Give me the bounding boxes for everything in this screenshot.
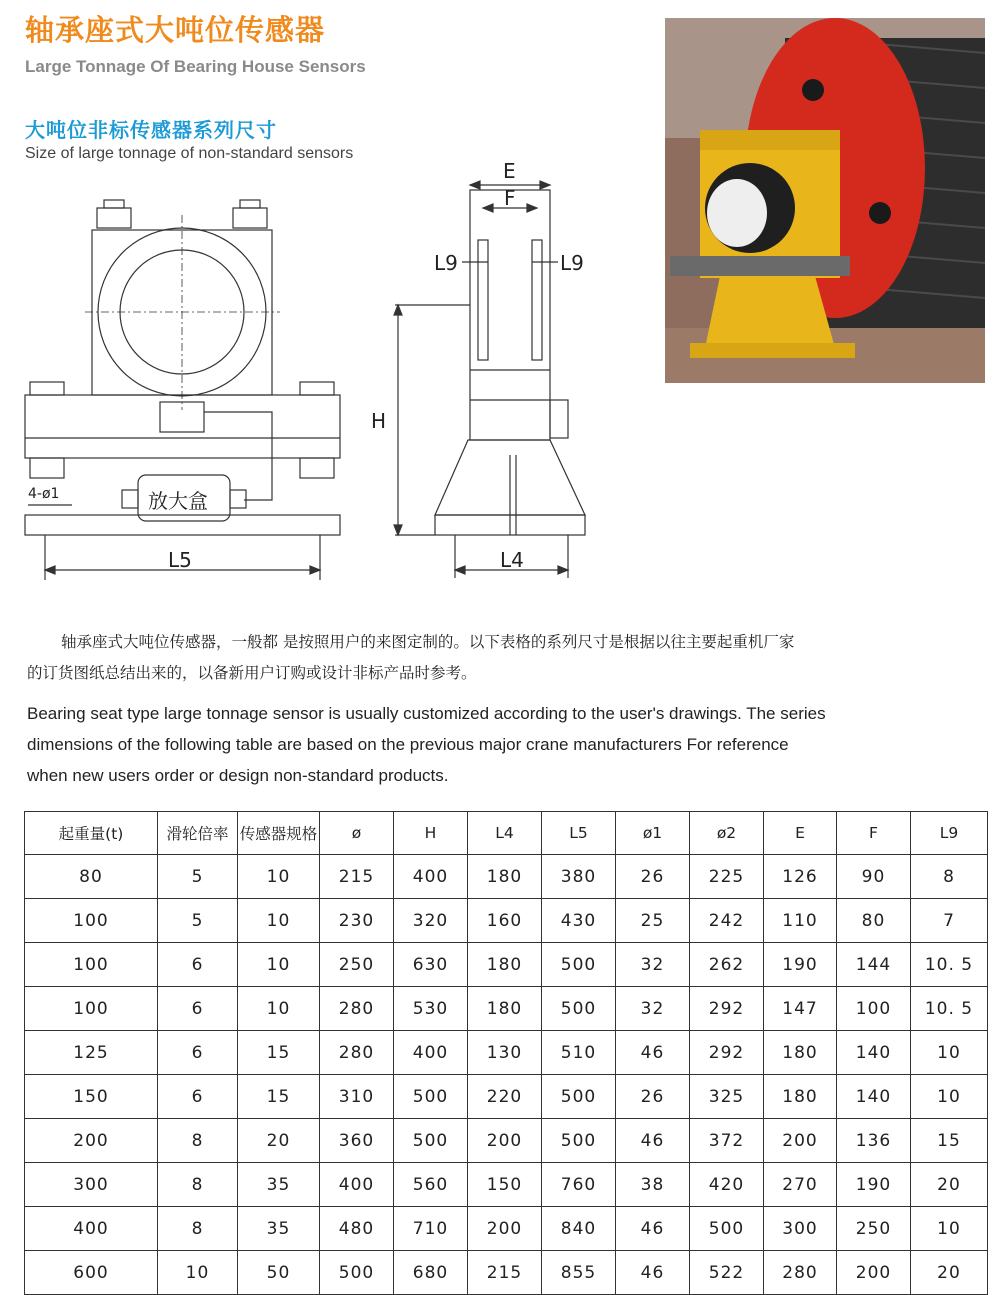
table-cell: 220 (468, 1075, 542, 1119)
intro-en-line1: Bearing seat type large tonnage sensor is usually customized according to the user's drawings. The series (27, 704, 826, 723)
table-row (25, 1031, 988, 1075)
column-header: F (837, 812, 911, 855)
table-cell: 200 (468, 1119, 542, 1163)
table-cell: 90 (837, 855, 911, 899)
table-cell: 400 (320, 1163, 394, 1207)
table-cell: 500 (320, 1251, 394, 1295)
column-header: L9 (911, 812, 988, 855)
table-cell: 180 (468, 855, 542, 899)
table-cell: 20 (238, 1119, 320, 1163)
table-cell: 8 (911, 855, 988, 899)
table-cell: 200 (837, 1251, 911, 1295)
table-cell: 400 (394, 1031, 468, 1075)
table-cell: 160 (468, 899, 542, 943)
table-cell: 130 (468, 1031, 542, 1075)
table-cell: 50 (238, 1251, 320, 1295)
table-cell: 6 (158, 987, 238, 1031)
table-cell: 500 (394, 1075, 468, 1119)
table-cell: 10 (238, 899, 320, 943)
table-row (25, 1163, 988, 1207)
dim-l5-label: L5 (168, 548, 192, 572)
table-cell: 10. 5 (911, 943, 988, 987)
table-cell: 20 (911, 1163, 988, 1207)
table-cell: 8 (158, 1207, 238, 1251)
table-cell: 230 (320, 899, 394, 943)
table-cell: 46 (616, 1207, 690, 1251)
table-row (25, 987, 988, 1031)
table-cell: 180 (764, 1031, 837, 1075)
table-cell: 15 (238, 1031, 320, 1075)
table-cell: 150 (25, 1075, 158, 1119)
product-photo (665, 18, 985, 383)
table-cell: 360 (320, 1119, 394, 1163)
table-cell: 510 (542, 1031, 616, 1075)
amp-box-label: 放大盒 (148, 489, 208, 513)
column-header: 传感器规格 (238, 812, 320, 855)
table-cell: 250 (320, 943, 394, 987)
table-cell: 680 (394, 1251, 468, 1295)
table-cell: 310 (320, 1075, 394, 1119)
table-cell: 430 (542, 899, 616, 943)
table-cell: 150 (468, 1163, 542, 1207)
table-cell: 125 (25, 1031, 158, 1075)
table-cell: 400 (394, 855, 468, 899)
column-header: E (764, 812, 837, 855)
table-cell: 15 (238, 1075, 320, 1119)
table-cell: 100 (25, 987, 158, 1031)
table-cell: 200 (468, 1207, 542, 1251)
table-cell: 400 (25, 1207, 158, 1251)
table-cell: 35 (238, 1207, 320, 1251)
table-cell: 80 (837, 899, 911, 943)
table-cell: 10 (911, 1031, 988, 1075)
table-cell: 500 (542, 987, 616, 1031)
table-cell: 80 (25, 855, 158, 899)
spec-table-body (25, 855, 988, 1295)
column-header: ø (320, 812, 394, 855)
table-cell: 292 (690, 987, 764, 1031)
dim-h-label: H (371, 409, 387, 433)
dim-f-label: F (504, 186, 516, 210)
table-cell: 8 (158, 1119, 238, 1163)
table-cell: 215 (468, 1251, 542, 1295)
table-cell: 140 (837, 1075, 911, 1119)
table-cell: 5 (158, 899, 238, 943)
table-cell: 20 (911, 1251, 988, 1295)
table-cell: 215 (320, 855, 394, 899)
table-cell: 270 (764, 1163, 837, 1207)
table-cell: 380 (542, 855, 616, 899)
section-title: 大吨位非标传感器系列尺寸 (25, 118, 277, 142)
table-cell: 38 (616, 1163, 690, 1207)
intro-cn-line2: 的订货图纸总结出来的，以备新用户订购或设计非标产品时参考。 (27, 664, 477, 682)
table-cell: 760 (542, 1163, 616, 1207)
table-cell: 262 (690, 943, 764, 987)
table-cell: 500 (542, 1119, 616, 1163)
column-header: L4 (468, 812, 542, 855)
table-cell: 280 (320, 987, 394, 1031)
table-cell: 8 (158, 1163, 238, 1207)
table-cell: 242 (690, 899, 764, 943)
table-cell: 530 (394, 987, 468, 1031)
table-cell: 100 (25, 943, 158, 987)
table-cell: 280 (320, 1031, 394, 1075)
table-cell: 560 (394, 1163, 468, 1207)
table-cell: 10 (911, 1075, 988, 1119)
table-cell: 200 (764, 1119, 837, 1163)
table-cell: 325 (690, 1075, 764, 1119)
column-header: H (394, 812, 468, 855)
table-cell: 10 (911, 1207, 988, 1251)
table-row (25, 943, 988, 987)
table-cell: 46 (616, 1251, 690, 1295)
table-cell: 372 (690, 1119, 764, 1163)
table-row (25, 899, 988, 943)
table-cell: 500 (394, 1119, 468, 1163)
dim-l9-left-label: L9 (434, 251, 458, 275)
page-title-en: Large Tonnage Of Bearing House Sensors (25, 57, 366, 76)
table-cell: 6 (158, 1031, 238, 1075)
table-cell: 10. 5 (911, 987, 988, 1031)
table-cell: 35 (238, 1163, 320, 1207)
table-cell: 292 (690, 1031, 764, 1075)
section-title-en: Size of large tonnage of non-standard sensors (25, 145, 354, 162)
table-cell: 140 (837, 1031, 911, 1075)
table-cell: 147 (764, 987, 837, 1031)
table-cell: 180 (468, 987, 542, 1031)
intro-en-line3: when new users order or design non-standard products. (27, 766, 449, 785)
dim-l4-label: L4 (500, 548, 524, 572)
table-cell: 840 (542, 1207, 616, 1251)
column-header: ø2 (690, 812, 764, 855)
table-cell: 32 (616, 987, 690, 1031)
table-cell: 46 (616, 1119, 690, 1163)
table-cell: 280 (764, 1251, 837, 1295)
table-cell: 15 (911, 1119, 988, 1163)
table-cell: 10 (238, 855, 320, 899)
table-cell: 26 (616, 855, 690, 899)
spec-table (24, 811, 988, 1295)
table-cell: 5 (158, 855, 238, 899)
table-cell: 6 (158, 943, 238, 987)
page-title: 轴承座式大吨位传感器 (25, 13, 326, 47)
column-header: 滑轮倍率 (158, 812, 238, 855)
table-cell: 225 (690, 855, 764, 899)
table-cell: 522 (690, 1251, 764, 1295)
table-cell: 500 (690, 1207, 764, 1251)
table-cell: 600 (25, 1251, 158, 1295)
column-header: ø1 (616, 812, 690, 855)
table-cell: 136 (837, 1119, 911, 1163)
table-row (25, 1119, 988, 1163)
table-cell: 100 (25, 899, 158, 943)
table-cell: 6 (158, 1075, 238, 1119)
intro-en-line2: dimensions of the following table are based on the previous major crane manufacturers For reference (27, 735, 789, 754)
table-cell: 320 (394, 899, 468, 943)
hole-label: 4-ø1 (28, 486, 60, 502)
table-cell: 32 (616, 943, 690, 987)
dim-l9-right-label: L9 (560, 251, 584, 275)
intro-cn-line1: 轴承座式大吨位传感器，一般都 是按照用户的来图定制的。以下表格的系列尺寸是根据以往主要起重机厂家 (61, 633, 795, 651)
table-cell: 200 (25, 1119, 158, 1163)
table-cell: 144 (837, 943, 911, 987)
spec-table-header (25, 812, 988, 855)
table-row (25, 1207, 988, 1251)
intro-english (27, 698, 947, 791)
table-cell: 110 (764, 899, 837, 943)
table-cell: 180 (468, 943, 542, 987)
table-cell: 46 (616, 1031, 690, 1075)
table-cell: 250 (837, 1207, 911, 1251)
table-cell: 7 (911, 899, 988, 943)
table-cell: 500 (542, 1075, 616, 1119)
table-cell: 190 (764, 943, 837, 987)
table-cell: 420 (690, 1163, 764, 1207)
table-cell: 300 (25, 1163, 158, 1207)
table-cell: 500 (542, 943, 616, 987)
table-cell: 480 (320, 1207, 394, 1251)
table-cell: 630 (394, 943, 468, 987)
table-cell: 26 (616, 1075, 690, 1119)
dimension-drawing (20, 160, 640, 580)
table-cell: 25 (616, 899, 690, 943)
table-row (25, 1251, 988, 1295)
table-cell: 10 (238, 943, 320, 987)
intro-chinese (27, 627, 947, 689)
dim-e-label: E (503, 159, 516, 183)
table-cell: 126 (764, 855, 837, 899)
table-cell: 180 (764, 1075, 837, 1119)
table-cell: 300 (764, 1207, 837, 1251)
table-cell: 10 (238, 987, 320, 1031)
column-header: L5 (542, 812, 616, 855)
table-row (25, 855, 988, 899)
column-header: 起重量(t) (25, 812, 158, 855)
table-cell: 10 (158, 1251, 238, 1295)
table-cell: 190 (837, 1163, 911, 1207)
table-cell: 855 (542, 1251, 616, 1295)
table-cell: 710 (394, 1207, 468, 1251)
table-cell: 100 (837, 987, 911, 1031)
table-row (25, 1075, 988, 1119)
